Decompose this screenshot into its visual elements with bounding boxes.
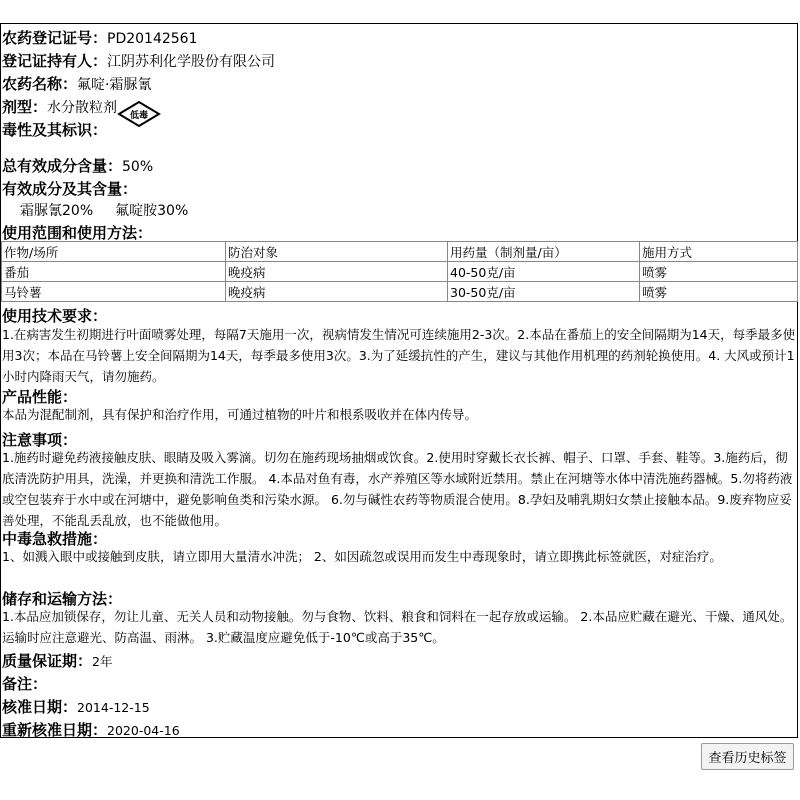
registration-row bbox=[2, 27, 198, 48]
approval-date-value: 2014-12-15 bbox=[77, 700, 150, 715]
toxicity-row bbox=[2, 119, 107, 140]
name-label: 农药名称： bbox=[2, 75, 78, 93]
approval-date-label: 核准日期： bbox=[2, 698, 78, 716]
reapproval-date-row bbox=[2, 719, 180, 740]
shelf-life-value: 2年 bbox=[92, 654, 113, 669]
storage-label: 储存和运输方法： bbox=[2, 590, 123, 608]
table-cell: 番茄 bbox=[2, 262, 226, 282]
ingredients-label: 有效成分及其含量： bbox=[2, 180, 138, 198]
name-value: 氟啶·霜脲氰 bbox=[77, 77, 152, 93]
registration-value: PD20142561 bbox=[107, 31, 198, 47]
table-cell: 喷雾 bbox=[640, 282, 798, 302]
precautions-label: 注意事项： bbox=[2, 431, 78, 449]
precautions-text: 1.施药时避免药液接触皮肤、眼睛及吸入雾滴。切勿在施药现场抽烟或饮食。2.使用时穿戴长衣长裤、帽子、口罩、手套、鞋等。3.施药后，彻底清洗防护用具，洗澡，并更换和清洗工作服。 4.本品对鱼有毒，水产养殖区等水域附近禁用。禁止在河塘等水体中清洗施药器械。5.勿将药液或空包装弃于水中或在河塘中，避免影响鱼类和污染水源。 6.勿与碱性农药等物质混合使用。8.孕妇及哺乳期妇女禁止接触本品。9.废弃物应妥善处理，不能乱丢乱放，也不能做他用。 bbox=[2, 450, 793, 528]
holder-value: 江阴苏利化学股份有限公司 bbox=[107, 54, 276, 70]
total-content-label: 总有效成分含量： bbox=[2, 157, 123, 175]
table-cell: 喷雾 bbox=[640, 262, 798, 282]
approval-date-row bbox=[2, 696, 150, 717]
holder-row bbox=[2, 50, 275, 71]
table-row bbox=[2, 262, 798, 282]
remarks-row bbox=[2, 673, 47, 694]
usage-table bbox=[1, 241, 798, 302]
ingredients-row bbox=[2, 178, 137, 199]
remarks-label: 备注： bbox=[2, 675, 48, 693]
registration-label: 农药登记证号： bbox=[2, 29, 108, 47]
formulation-value: 水分散粒剂 bbox=[47, 100, 118, 116]
table-cell: 马铃薯 bbox=[2, 282, 226, 302]
table-cell: 40-50克/亩 bbox=[448, 262, 640, 282]
ingredient-item: 氟啶胺30% bbox=[115, 203, 189, 219]
formulation-label: 剂型： bbox=[2, 98, 48, 116]
performance-text: 本品为混配制剂，具有保护和治疗作用，可通过植物的叶片和根系吸收并在体内传导。 bbox=[2, 407, 478, 422]
table-cell: 晚疫病 bbox=[226, 262, 448, 282]
first-aid-text: 1、如溅入眼中或接触到皮肤，请立即用大量清水冲洗； 2、如因疏忽或误用而发生中毒现象时，请立即携此标签就医，对症治疗。 bbox=[2, 549, 722, 564]
table-header-cell: 防治对象 bbox=[226, 242, 448, 262]
first-aid-label: 中毒急救措施： bbox=[2, 530, 108, 548]
table-row bbox=[2, 282, 798, 302]
shelf-life-row bbox=[2, 650, 112, 671]
name-row bbox=[2, 73, 151, 94]
usage-row bbox=[2, 222, 152, 243]
table-header-row bbox=[2, 242, 798, 262]
table-header-cell: 作物/场所 bbox=[2, 242, 226, 262]
table-cell: 30-50克/亩 bbox=[448, 282, 640, 302]
table-cell: 晚疫病 bbox=[226, 282, 448, 302]
total-content-row bbox=[2, 155, 153, 176]
total-content-value: 50% bbox=[122, 159, 154, 175]
table-header-cell: 用药量（制剂量/亩） bbox=[448, 242, 640, 262]
view-history-label-button[interactable]: 查看历史标签 bbox=[701, 743, 794, 770]
usage-label: 使用范围和使用方法： bbox=[2, 224, 153, 242]
table-header-cell: 施用方式 bbox=[640, 242, 798, 262]
reapproval-date-value: 2020-04-16 bbox=[107, 723, 180, 738]
svg-text:低毒: 低毒 bbox=[129, 111, 149, 121]
toxicity-label: 毒性及其标识： bbox=[2, 121, 108, 139]
storage-text: 1.本品应加锁保存，勿让儿童、无关人员和动物接触。勿与食物、饮料、粮食和饲料在一起存放或运输。 2.本品应贮藏在避光、干燥、通风处。运输时应注意避光、防高温、雨淋。 3.贮藏温度应避免低于-10℃或高于35℃。 bbox=[2, 609, 793, 645]
shelf-life-label: 质量保证期： bbox=[2, 652, 93, 670]
performance-label: 产品性能： bbox=[2, 388, 78, 406]
holder-label: 登记证持有人： bbox=[2, 52, 108, 70]
technique-text: 1.在病害发生初期进行叶面喷雾处理，每隔7天施用一次，视病情发生情况可连续施用2-3次。2.本品在番茄上的安全间隔期为14天，每季最多使用3次；本品在马铃薯上安全间隔期为14天，每季最多使用3次。3.为了延缓抗性的产生，建议与其他作用机理的药剂轮换使用。4. 大风或预计1小时内降雨天气，请勿施药。 bbox=[2, 327, 796, 384]
low-toxicity-symbol-icon bbox=[117, 100, 161, 132]
technique-label: 使用技术要求： bbox=[2, 307, 108, 325]
technique-row bbox=[2, 305, 107, 326]
ingredients-values bbox=[20, 200, 188, 220]
reapproval-date-label: 重新核准日期： bbox=[2, 721, 108, 739]
formulation-row bbox=[2, 96, 117, 117]
ingredient-item: 霜脲氰20% bbox=[20, 203, 94, 219]
